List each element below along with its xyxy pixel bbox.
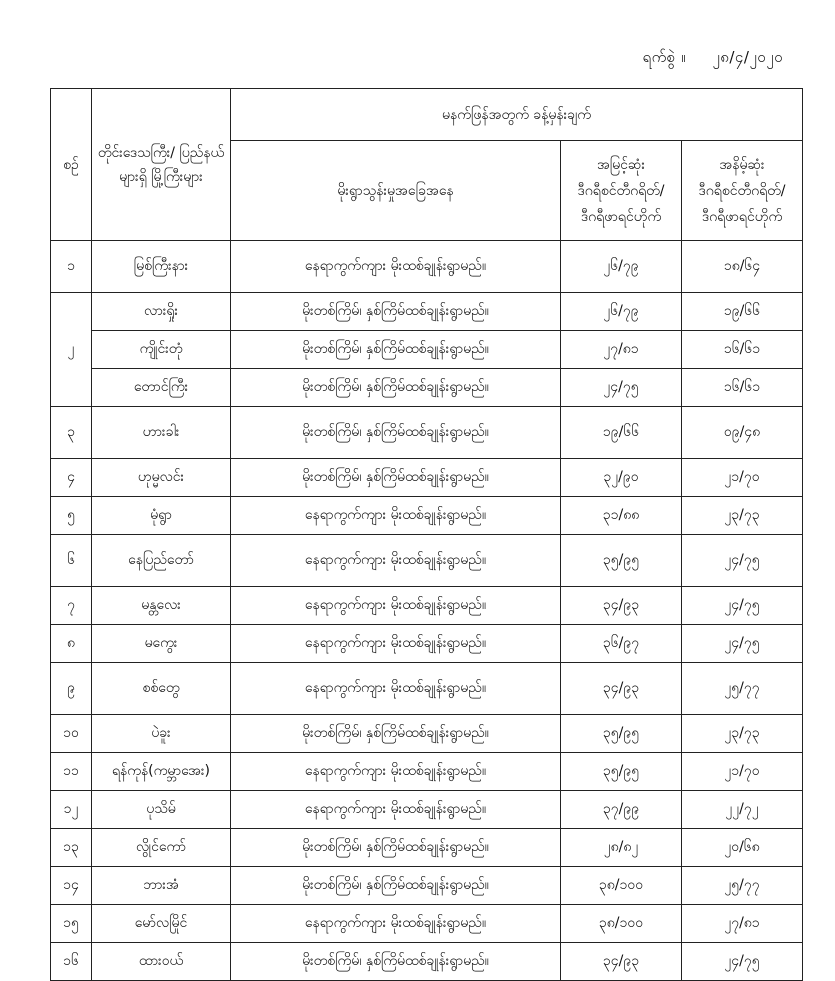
- max-temp: ၃၂/၉၀: [561, 459, 682, 497]
- min-temp: ၂၀/၆၈: [682, 829, 803, 867]
- table-row: [51, 459, 803, 497]
- table-row: [51, 331, 803, 369]
- city-name: မန္တလေး: [92, 587, 231, 625]
- max-temp: ၂၄/၇၅: [561, 369, 682, 407]
- row-number: ၁၁: [51, 753, 92, 791]
- row-number: ၅: [51, 497, 92, 535]
- table-row: [51, 625, 803, 663]
- table-row: [51, 829, 803, 867]
- weather-condition: မိုးတစ်ကြိမ်၊ နှစ်ကြိမ်ထစ်ချုန်းရွာမည်။: [231, 407, 561, 459]
- min-temp: ၁၈/၆၄: [682, 241, 803, 293]
- table-row: [51, 587, 803, 625]
- table-row: [51, 867, 803, 905]
- header-max-line3: ဒီဂရီဖာရင်ဟိုက်: [580, 208, 662, 225]
- weather-condition: နေရာကွက်ကျား မိုးထစ်ချုန်းရွာမည်။: [231, 663, 561, 715]
- weather-condition: မိုးတစ်ကြိမ်၊ နှစ်ကြိမ်ထစ်ချုန်းရွာမည်။: [231, 715, 561, 753]
- table-row: [51, 241, 803, 293]
- max-temp: ၃၅/၉၅: [561, 753, 682, 791]
- weather-condition: နေရာကွက်ကျား မိုးထစ်ချုန်းရွာမည်။: [231, 791, 561, 829]
- table-row: [51, 943, 803, 981]
- table-row: [51, 369, 803, 407]
- weather-condition: နေရာကွက်ကျား မိုးထစ်ချုန်းရွာမည်။: [231, 497, 561, 535]
- row-number: ၁၅: [51, 905, 92, 943]
- weather-condition: နေရာကွက်ကျား မိုးထစ်ချုန်းရွာမည်။: [231, 753, 561, 791]
- row-number: ၁၄: [51, 867, 92, 905]
- city-name: ဟုမ္မလင်း: [92, 459, 231, 497]
- row-number: ၁၀: [51, 715, 92, 753]
- forecast-table: [50, 88, 803, 981]
- max-temp: ၃၁/၈၈: [561, 497, 682, 535]
- row-number: ၁၃: [51, 829, 92, 867]
- table-row: [51, 905, 803, 943]
- header-weather: မိုးရွာသွန်းမှုအခြေအနေ: [231, 141, 561, 241]
- city-name: ထားဝယ်: [92, 943, 231, 981]
- max-temp: ၂၆/၇၉: [561, 293, 682, 331]
- weather-condition: နေရာကွက်ကျား မိုးထစ်ချုန်းရွာမည်။: [231, 241, 561, 293]
- header-max-temp: [561, 141, 682, 241]
- city-name: ပုသိမ်: [92, 791, 231, 829]
- row-number: ၇: [51, 587, 92, 625]
- max-temp: ၂၇/၈၁: [561, 331, 682, 369]
- header-min-line2: ဒီဂရီစင်တီဂရိတ်/: [698, 182, 786, 199]
- max-temp: ၃၇/၉၉: [561, 791, 682, 829]
- min-temp: ၂၄/၇၅: [682, 587, 803, 625]
- city-name: မြစ်ကြီးနား: [92, 241, 231, 293]
- weather-condition: နေရာကွက်ကျား မိုးထစ်ချုန်းရွာမည်။: [231, 905, 561, 943]
- min-temp: ၂၄/၇၅: [682, 535, 803, 587]
- row-number: ၄: [51, 459, 92, 497]
- min-temp: ၂၇/၈၁: [682, 905, 803, 943]
- min-temp: ၂၃/၇၃: [682, 497, 803, 535]
- weather-condition: မိုးတစ်ကြိမ်၊ နှစ်ကြိမ်ထစ်ချုန်းရွာမည်။: [231, 293, 561, 331]
- city-name: ဘားအံ: [92, 867, 231, 905]
- max-temp: ၃၄/၉၃: [561, 663, 682, 715]
- max-temp: ၃၆/၉၇: [561, 625, 682, 663]
- city-name: ရန်ကုန်(ကမ္ဘာအေး): [92, 753, 231, 791]
- row-number: ၁၂: [51, 791, 92, 829]
- min-temp: ၂၁/၇၀: [682, 753, 803, 791]
- city-name: ကျိုင်းတုံ: [92, 331, 231, 369]
- max-temp: ၂၈/၈၂: [561, 829, 682, 867]
- max-temp: ၃၅/၉၅: [561, 715, 682, 753]
- row-number: ၈: [51, 625, 92, 663]
- date-label: ရက်စွဲ ။: [642, 48, 687, 66]
- min-temp: ၁၆/၆၁: [682, 331, 803, 369]
- weather-condition: နေရာကွက်ကျား မိုးထစ်ချုန်းရွာမည်။: [231, 625, 561, 663]
- min-temp: ၂၃/၇၃: [682, 715, 803, 753]
- header-min-line3: ဒီဂရီဖာရင်ဟိုက်: [701, 208, 783, 225]
- header-max-line2: ဒီဂရီစင်တီဂရိတ်/: [577, 182, 665, 199]
- date-value: ၂၈/၄/၂၀၂၀: [712, 48, 783, 66]
- min-temp: ၀၉/၄၈: [682, 407, 803, 459]
- city-name: ဟားခါး: [92, 407, 231, 459]
- min-temp: ၂၂/၇၂: [682, 791, 803, 829]
- row-number: ၃: [51, 407, 92, 459]
- header-region: တိုင်းဒေသကြီး/ ပြည်နယ်များရှိ မြို့ကြီးများ: [92, 89, 231, 241]
- header-min-temp: [682, 141, 803, 241]
- max-temp: ၃၄/၉၃: [561, 943, 682, 981]
- weather-condition: နေရာကွက်ကျား မိုးထစ်ချုန်းရွာမည်။: [231, 587, 561, 625]
- header-no: စဉ်: [51, 89, 92, 241]
- max-temp: ၃၈/၁၀၀: [561, 867, 682, 905]
- weather-condition: မိုးတစ်ကြိမ်၊ နှစ်ကြိမ်ထစ်ချုန်းရွာမည်။: [231, 459, 561, 497]
- max-temp: ၂၆/၇၉: [561, 241, 682, 293]
- row-number: ၂: [51, 293, 92, 407]
- table-row: [51, 791, 803, 829]
- min-temp: ၂၄/၇၅: [682, 625, 803, 663]
- max-temp: ၃၄/၉၃: [561, 587, 682, 625]
- city-name: တောင်ကြီး: [92, 369, 231, 407]
- city-name: မုံရွာ: [92, 497, 231, 535]
- weather-condition: မိုးတစ်ကြိမ်၊ နှစ်ကြိမ်ထစ်ချုန်းရွာမည်။: [231, 829, 561, 867]
- table-row: [51, 663, 803, 715]
- table-row: [51, 497, 803, 535]
- weather-condition: နေရာကွက်ကျား မိုးထစ်ချုန်းရွာမည်။: [231, 535, 561, 587]
- row-number: ၆: [51, 535, 92, 587]
- min-temp: ၂၁/၇၀: [682, 459, 803, 497]
- weather-condition: မိုးတစ်ကြိမ်၊ နှစ်ကြိမ်ထစ်ချုန်းရွာမည်။: [231, 867, 561, 905]
- weather-condition: မိုးတစ်ကြိမ်၊ နှစ်ကြိမ်ထစ်ချုန်းရွာမည်။: [231, 331, 561, 369]
- city-name: စစ်တွေ: [92, 663, 231, 715]
- table-row: [51, 535, 803, 587]
- city-name: မကွေး: [92, 625, 231, 663]
- max-temp: ၃၅/၉၅: [561, 535, 682, 587]
- max-temp: ၃၈/၁၀၀: [561, 905, 682, 943]
- min-temp: ၂၄/၇၅: [682, 943, 803, 981]
- table-row: [51, 293, 803, 331]
- table-row: [51, 715, 803, 753]
- weather-condition: မိုးတစ်ကြိမ်၊ နှစ်ကြိမ်ထစ်ချုန်းရွာမည်။: [231, 943, 561, 981]
- header-max-line1: အမြင့်ဆုံး: [596, 156, 646, 173]
- row-number: ၁၆: [51, 943, 92, 981]
- weather-condition: မိုးတစ်ကြိမ်၊ နှစ်ကြိမ်ထစ်ချုန်းရွာမည်။: [231, 369, 561, 407]
- city-name: လားရှိုး: [92, 293, 231, 331]
- city-name: မော်လမြိုင်: [92, 905, 231, 943]
- table-row: [51, 753, 803, 791]
- min-temp: ၂၅/၇၇: [682, 663, 803, 715]
- city-name: လွိုင်ကော်: [92, 829, 231, 867]
- table-row: [51, 407, 803, 459]
- max-temp: ၁၉/၆၆: [561, 407, 682, 459]
- city-name: နေပြည်တော်: [92, 535, 231, 587]
- row-number: ၉: [51, 663, 92, 715]
- city-name: ပဲခူး: [92, 715, 231, 753]
- row-number: ၁: [51, 241, 92, 293]
- report-date: [643, 48, 783, 70]
- header-forecast-group: မနက်ဖြန်အတွက် ခန့်မှန်းချက်: [231, 89, 803, 141]
- header-min-line1: အနိမ့်ဆုံး: [719, 156, 765, 173]
- min-temp: ၂၅/၇၇: [682, 867, 803, 905]
- min-temp: ၁၆/၆၁: [682, 369, 803, 407]
- min-temp: ၁၉/၆၆: [682, 293, 803, 331]
